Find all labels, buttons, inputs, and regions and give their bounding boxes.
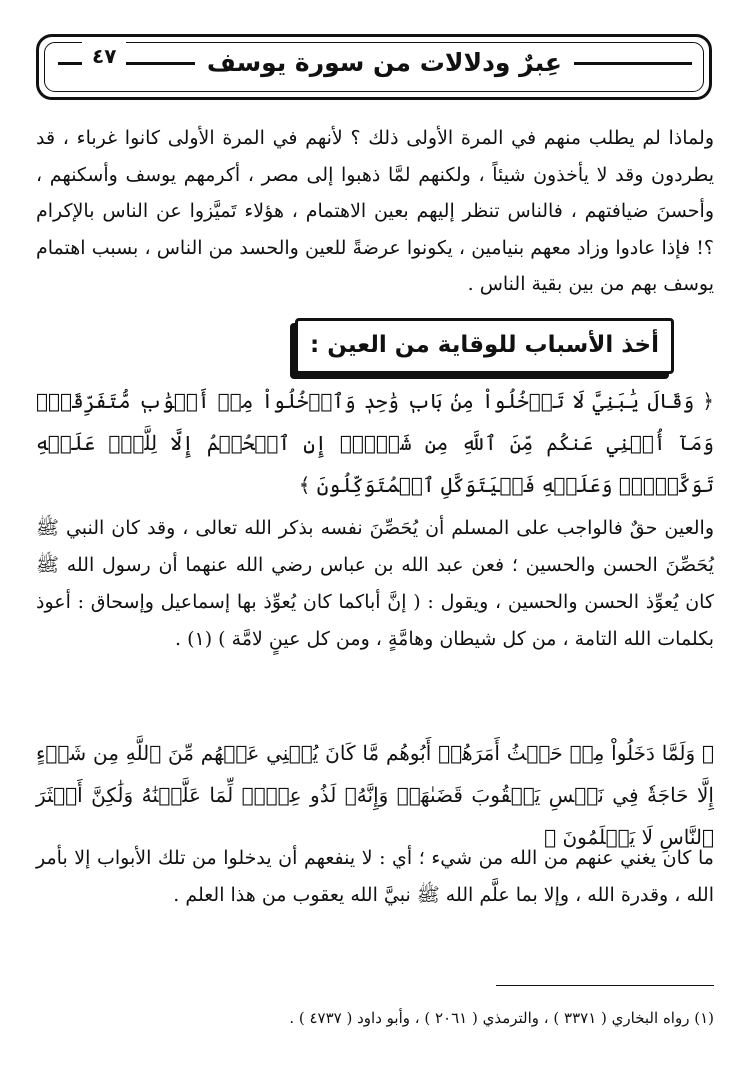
section-heading: أخذ الأسباب للوقاية من العين : <box>295 318 674 374</box>
paragraph: والعين حقٌ فالواجب على المسلم أن يُحَصِّنَ نفسه بذكر الله تعالى ، وقد كان النبي ﷺ يُحَصِّنَ الحسن والحسين ؛ فعن عبد الله بن عباس رضي الله عنهما أن رسول الله ﷺ كان يُعوِّذ الحسن والحسين ، ويقول : ( إنَّ أباكما كان يُعوِّذ بها إسماعيل وإسحاق : أعوذ بكلمات الله التامة ، من كل شيطان وهامَّةٍ ، ومن كل عينٍ لامَّة ) (١) . <box>36 517 714 650</box>
running-title: عِبرٌ ودلالات من سورة يوسف <box>195 44 574 82</box>
page-number: ٤٧ <box>82 42 126 70</box>
quran-verse: ﴿ وَلَمَّا دَخَلُواْ مِنۡ حَيۡثُ أَمَرَهُمۡ أَبُوهُم مَّا كَانَ يُغۡنِي عَنۡهُم مِّنَ ٱللَّهِ مِن شَيۡءٍ إِلَّا حَاجَةٗ فِي نَفۡسِ يَعۡقُوبَ قَضَىٰهَاۚ وَإِنَّهُۥ لَذُو عِلۡمٖ لِّمَا عَلَّمۡنَٰهُ وَلَٰكِنَّ أَكۡثَرَ ٱلنَّاسِ لَا يَعۡلَمُونَ ﴾ <box>36 741 714 849</box>
paragraph: ما كان يغني عنهم من الله من شيء ؛ أي : لا ينفعهم أن يدخلوا من تلك الأبواب إلا بأمر الله ، وقدرة الله ، وإلا بما علَّم الله ﷺ نبيَّ الله يعقوب من هذا العلم . <box>36 847 714 906</box>
paragraph: ولماذا لم يطلب منهم في المرة الأولى ذلك ؟ لأنهم في المرة الأولى كانوا غرباء ، قد يطردون وقد لا يأخذون شيئاً ، ولكنهم لمَّا ذهبوا إلى مصر ، أكرمهم يوسف وأسكنهم ، وأحسنَ ضيافتهم ، فالناس تنظر إليهم بعين الاهتمام ، هؤلاء تَميَّزوا عن الناس بالإكرام ؟! فإذا عادوا وزاد معهم بنيامين ، يكونوا عرضةً للعين والحسد من الناس ، بسبب اهتمام يوسف بهم من بين بقية الناس . <box>36 127 714 295</box>
footnote: (١) رواه البخاري ( ٣٣٧١ ) ، والترمذي ( ٢٠٦١ ) ، وأبو داود ( ٤٧٣٧ ) . <box>289 1009 714 1027</box>
footnote-separator <box>496 985 714 986</box>
quran-verse: ﴿ وَقَالَ يَٰبَنِيَّ لَا تَدۡخُلُواْ مِنۢ بَابٖ وَٰحِدٖ وَٱدۡخُلُواْ مِنۡ أَبۡوَٰبٖ مُّتَفَرِّقَةٖۖ وَمَآ أُغۡنِي عَنكُم مِّنَ ٱللَّهِ مِن شَيۡءٍۖ إِنِ ٱلۡحُكۡمُ إِلَّا لِلَّهِۖ عَلَيۡهِ تَوَكَّلۡتُۖ وَعَلَيۡهِ فَلۡيَتَوَكَّلِ ٱلۡمُتَوَكِّلُونَ ﴾ <box>36 389 715 497</box>
